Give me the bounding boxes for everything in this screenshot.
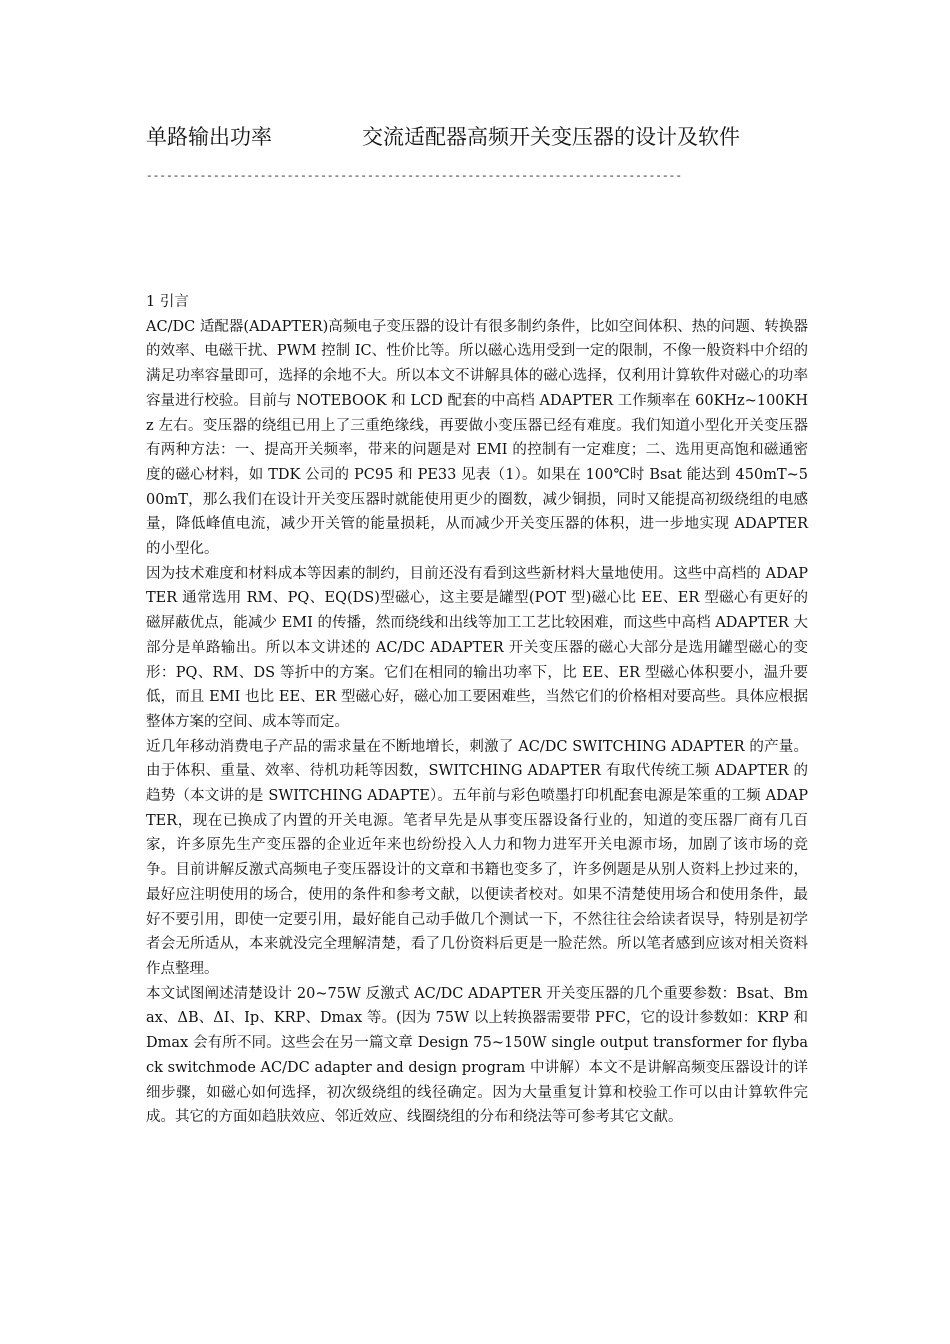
paragraph-3: 近几年移动消费电子产品的需求量在不断地增长，刺激了 AC/DC SWITCHING ADAPTER 的产量。 由于体积、重量、效率、待机功耗等因数，SWITCHING ADAPTER 有取代传统工频 ADAPTER 的趋势（本文讲的是 SWITCHING ADAPTE）。五年前与彩色喷墨打印机配套电源是笨重的工频 ADAPTER，现在已换成了内置的开关电源。笔者早先是从事变压器设备行业的，知道的变压器厂商有几百家，许多原先生产变压器的企业近年来也纷纷投入人力和物力进军开关电源市场，加剧了该市场的竞争。目前讲解反激式高频电子变压器设计的文章和书籍也变多了，许多例题是从别人资料上抄过来的，最好应注明使用的场合，使用的条件和参考文献，以便读者校对。如果不清楚使用场合和使用条件，最好不要引用，即使一定要引用，最好能自己动手做几个测试一下，不然往往会给读者误导，特别是初学者会无所适从，本来就没完全理解清楚，看了几份资料后更是一脸茫然。所以笔者感到应该对相关资料作点整理。 xyxy=(146,738,808,977)
document-body xyxy=(146,290,808,1130)
dashed-divider: -------------------------------------------------------------------------------- xyxy=(146,171,683,183)
document-title xyxy=(146,122,846,152)
paragraph-2: 因为技术难度和材料成本等因素的制约，目前还没有看到这些新材料大量地使用。这些中高档的 ADAPTER 通常选用 RM、PQ、EQ(DS)型磁心，这主要是罐型(POT 型)磁心比 EE、ER 型磁心有更好的磁屏蔽优点，能减少 EMI 的传播，然而绕线和出线等加工工艺比较困难，而这些中高档 ADAPTER 大部分是单路输出。所以本文讲述的 AC/DC ADAPTER 开关变压器的磁心大部分是选用罐型磁心的变形：PQ、RM、DS 等折中的方案。它们在相同的输出功率下，比 EE、ER 型磁心体积要小，温升要低，而且 EMI 也比 EE、ER 型磁心好，磁心加工要困难些，当然它们的价格相对要高些。具体应根据整体方案的空间、成本等而定。 xyxy=(146,565,808,730)
paragraph-1: AC/DC 适配器(ADAPTER)高频电子变压器的设计有很多制约条件，比如空间体积、热的问题、转换器的效率、电磁干扰、PWM 控制 IC、性价比等。所以磁心选用受到一定的限制，不像一般资料中介绍的满足功率容量即可，选择的余地不大。所以本文不讲解具体的磁心选择，仅利用计算软件对磁心的功率容量进行校验。目前与 NOTEBOOK 和 LCD 配套的中高档 ADAPTER 工作频率在 60KHz~100KHz 左右。变压器的绕组已用上了三重绝缘线，再要做小变压器已经有难度。我们知道小型化开关变压器有两种方法：一、提高开关频率，带来的问题是对 EMI 的控制有一定难度；二、选用更高饱和磁通密度的磁心材料，如 TDK 公司的 PC95 和 PE33 见表（1）。如果在 100℃时 Bsat 能达到 450mT~500mT，那么我们在设计开关变压器时就能使用更少的圈数，减少铜损，同时又能提高初级绕组的电感量，降低峰值电流，减少开关管的能量损耗，从而减少开关变压器的体积，进一步地实现 ADAPTER 的小型化。 xyxy=(146,318,808,558)
paragraph-4: 本文试图阐述清楚设计 20~75W 反激式 AC/DC ADAPTER 开关变压器的几个重要参数：Bsat、Bmax、ΔB、ΔI、Ip、KRP、Dmax 等。(因为 75W 以上转换器需要带 PFC，它的设计参数如：KRP 和 Dmax 会有所不同。这些会在另一篇文章 Design 75~150W single output transformer for flyback switchmode AC/DC adapter and design program 中讲解）本文不是讲解高频变压器设计的详细步骤，如磁心如何选择，初次级绕组的线径确定。因为大量重复计算和校验工作可以由计算软件完成。其它的方面如趋肤效应、邻近效应、线圈绕组的分布和绕法等可参考其它文献。 xyxy=(146,985,808,1126)
section-heading: 1 引言 xyxy=(146,294,189,310)
title-left: 单路输出功率 xyxy=(146,125,272,149)
title-right: 交流适配器高频开关变压器的设计及软件 xyxy=(362,125,740,149)
